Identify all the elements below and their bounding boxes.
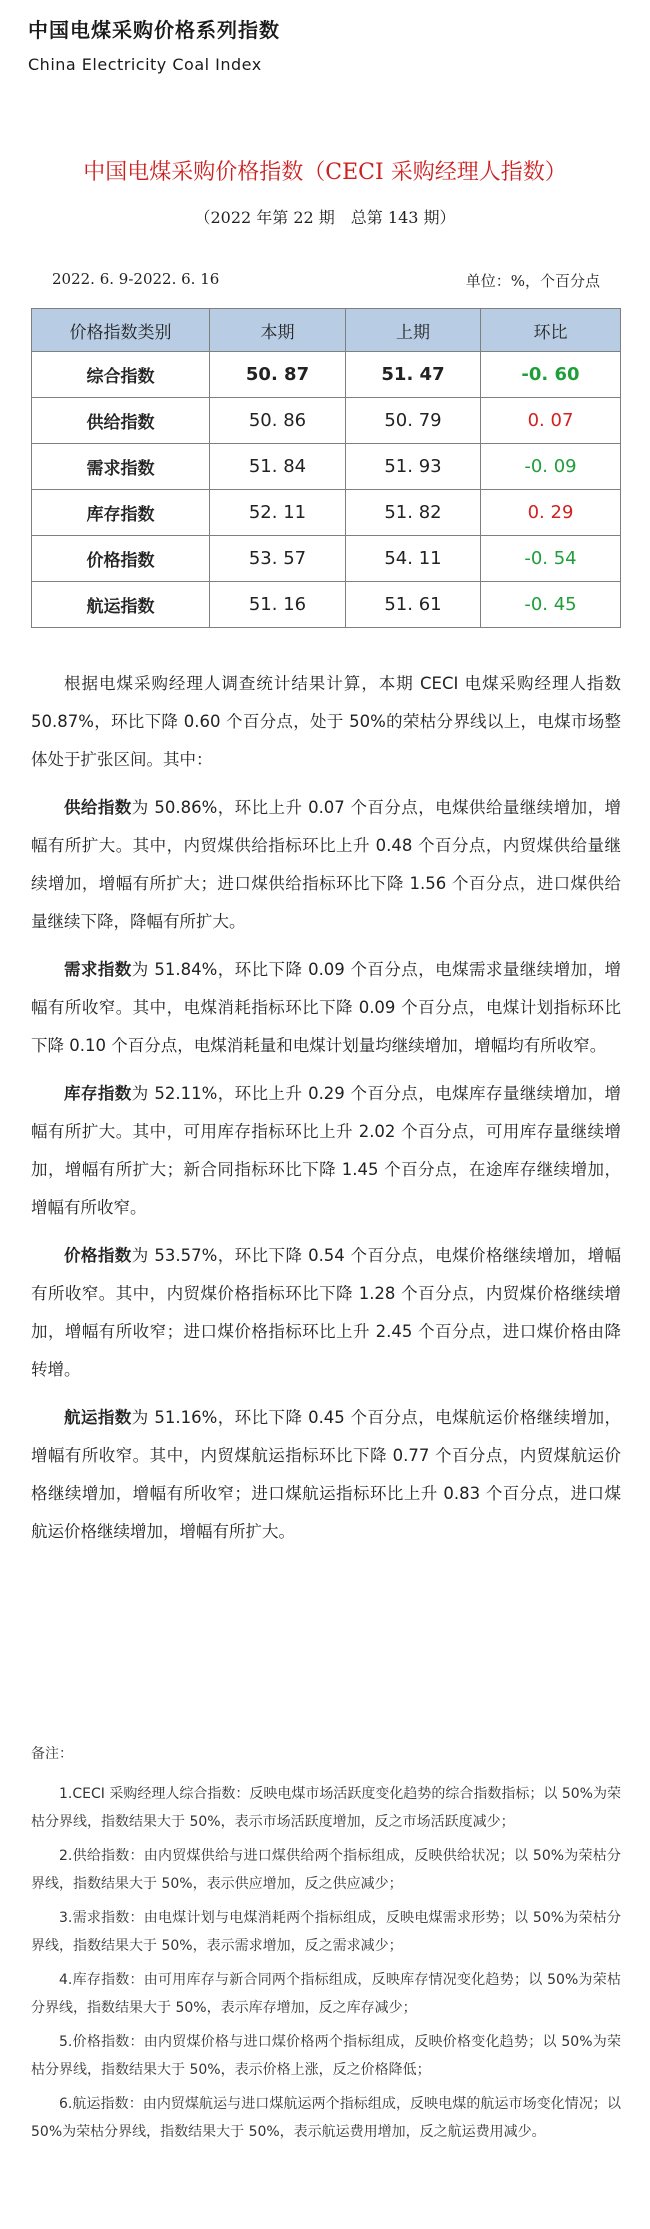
table-row: [32, 398, 621, 444]
note-item: 3.需求指数：由电煤计划与电煤消耗两个指标组成，反映电煤需求形势；以 50%为荣枯分界线，指数结果大于 50%，表示需求增加，反之需求减少；: [31, 1910, 621, 1954]
table-row: [32, 536, 621, 582]
header-title-cn: 中国电煤采购价格系列指数: [28, 18, 280, 42]
category-cell: 库存指数: [32, 490, 210, 536]
paragraph-text: 为 51.16%，环比下降 0.45 个百分点，电煤航运价格继续增加，增幅有所收窄。其中，内贸煤航运指标环比下降 0.77 个百分点，内贸煤航运价格继续增加，增幅有所收窄；进口煤航运指标环比上升 0.83 个百分点，进口煤航运价格继续增加，增幅有所扩大。: [31, 1408, 622, 1541]
index-paragraph: [31, 1237, 621, 1389]
note-item: 2.供给指数：由内贸煤供给与进口煤供给两个指标组成，反映供给状况；以 50%为荣枯分界线，指数结果大于 50%，表示供应增加，反之供应减少；: [31, 1848, 621, 1892]
previous-value-cell: 50. 79: [346, 398, 481, 444]
column-header: 上期: [346, 309, 481, 352]
index-table: [31, 308, 621, 628]
report-issue: （2022 年第 22 期 总第 143 期）: [194, 208, 456, 227]
previous-value-cell: 51. 93: [346, 444, 481, 490]
table-row: [32, 490, 621, 536]
current-value-cell: 51. 84: [210, 444, 346, 490]
notes-title: 备注：: [31, 1746, 73, 1762]
column-header: 本期: [210, 309, 346, 352]
current-value-cell: 51. 16: [210, 582, 346, 628]
current-value-cell: 52. 11: [210, 490, 346, 536]
index-paragraph: [31, 1075, 621, 1227]
note-item: 6.航运指数：由内贸煤航运与进口煤航运两个指标组成，反映电煤的航运市场变化情况；以 50%为荣枯分界线，指数结果大于 50%，表示航运费用增加，反之航运费用减少。: [31, 2096, 621, 2140]
notes-section: [31, 1740, 621, 2152]
paragraph-text: 为 50.86%，环比上升 0.07 个百分点，电煤供给量继续增加，增幅有所扩大。其中，内贸煤供给指标环比上升 0.48 个百分点，内贸煤供给量继续增加，增幅有所扩大；进口煤供给指标环比下降 1.56 个百分点，进口煤供给量继续下降，降幅有所扩大。: [31, 798, 622, 931]
change-value-cell: -0. 60: [481, 352, 621, 398]
category-cell: 综合指数: [32, 352, 210, 398]
category-cell: 供给指数: [32, 398, 210, 444]
category-cell: 航运指数: [32, 582, 210, 628]
paragraph-text: 为 51.84%，环比下降 0.09 个百分点，电煤需求量继续增加，增幅有所收窄。其中，电煤消耗指标环比下降 0.09 个百分点，电煤计划指标环比下降 0.10 个百分点，电煤消耗量和电煤计划量均继续增加，增幅均有所收窄。: [31, 960, 622, 1055]
table-row: [32, 444, 621, 490]
table-row: [32, 582, 621, 628]
analysis-text: [31, 665, 621, 1561]
unit-label: 单位：%，个百分点: [465, 272, 600, 290]
previous-value-cell: 51. 61: [346, 582, 481, 628]
note-item: 4.库存指数：由可用库存与新合同两个指标组成，反映库存情况变化趋势；以 50%为荣枯分界线，指数结果大于 50%，表示库存增加，反之库存减少；: [31, 1972, 621, 2016]
previous-value-cell: 51. 47: [346, 352, 481, 398]
category-cell: 需求指数: [32, 444, 210, 490]
page-header: [28, 14, 280, 74]
index-paragraph: [31, 951, 621, 1065]
index-paragraph: [31, 789, 621, 941]
index-paragraph: [31, 1399, 621, 1551]
paragraph-lead: 航运指数: [64, 1408, 132, 1427]
previous-value-cell: 54. 11: [346, 536, 481, 582]
current-value-cell: 50. 87: [210, 352, 346, 398]
category-cell: 价格指数: [32, 536, 210, 582]
change-value-cell: 0. 29: [481, 490, 621, 536]
table-header-row: [32, 309, 621, 352]
header-title-en: China Electricity Coal Index: [28, 55, 262, 74]
current-value-cell: 50. 86: [210, 398, 346, 444]
change-value-cell: -0. 54: [481, 536, 621, 582]
change-value-cell: -0. 45: [481, 582, 621, 628]
paragraph-lead: 库存指数: [64, 1084, 132, 1103]
date-range: 2022. 6. 9-2022. 6. 16: [52, 270, 220, 288]
change-value-cell: 0. 07: [481, 398, 621, 444]
column-header: 环比: [481, 309, 621, 352]
table-row: [32, 352, 621, 398]
note-item: 1.CECI 采购经理人综合指数：反映电煤市场活跃度变化趋势的综合指数指标；以 50%为荣枯分界线，指数结果大于 50%，表示市场活跃度增加，反之市场活跃度减少；: [31, 1786, 621, 1830]
paragraph-lead: 需求指数: [64, 960, 132, 979]
note-item: 5.价格指数：由内贸煤价格与进口煤价格两个指标组成，反映价格变化趋势；以 50%为荣枯分界线，指数结果大于 50%，表示价格上涨，反之价格降低；: [31, 2034, 621, 2078]
previous-value-cell: 51. 82: [346, 490, 481, 536]
paragraph-text: 为 53.57%，环比下降 0.54 个百分点，电煤价格继续增加，增幅有所收窄。其中，内贸煤价格指标环比下降 1.28 个百分点，内贸煤价格继续增加，增幅有所收窄；进口煤价格指标环比上升 2.45 个百分点，进口煤价格由降转增。: [31, 1246, 622, 1379]
current-value-cell: 53. 57: [210, 536, 346, 582]
paragraph-lead: 价格指数: [64, 1246, 132, 1265]
paragraph-text: 为 52.11%，环比上升 0.29 个百分点，电煤库存量继续增加，增幅有所扩大。其中，可用库存指标环比上升 2.02 个百分点，可用库存量继续增加，增幅有所扩大；新合同指标环比下降 1.45 个百分点，在途库存继续增加，增幅有所收窄。: [31, 1084, 622, 1217]
change-value-cell: -0. 09: [481, 444, 621, 490]
intro-paragraph: 根据电煤采购经理人调查统计结果计算，本期 CECI 电煤采购经理人指数 50.87%，环比下降 0.60 个百分点，处于 50%的荣枯分界线以上，电煤市场整体处于扩张区间。其中：: [31, 674, 621, 769]
paragraph-lead: 供给指数: [64, 798, 132, 817]
report-title: 中国电煤采购价格指数（CECI 采购经理人指数）: [83, 160, 567, 185]
column-header: 价格指数类别: [32, 309, 210, 352]
